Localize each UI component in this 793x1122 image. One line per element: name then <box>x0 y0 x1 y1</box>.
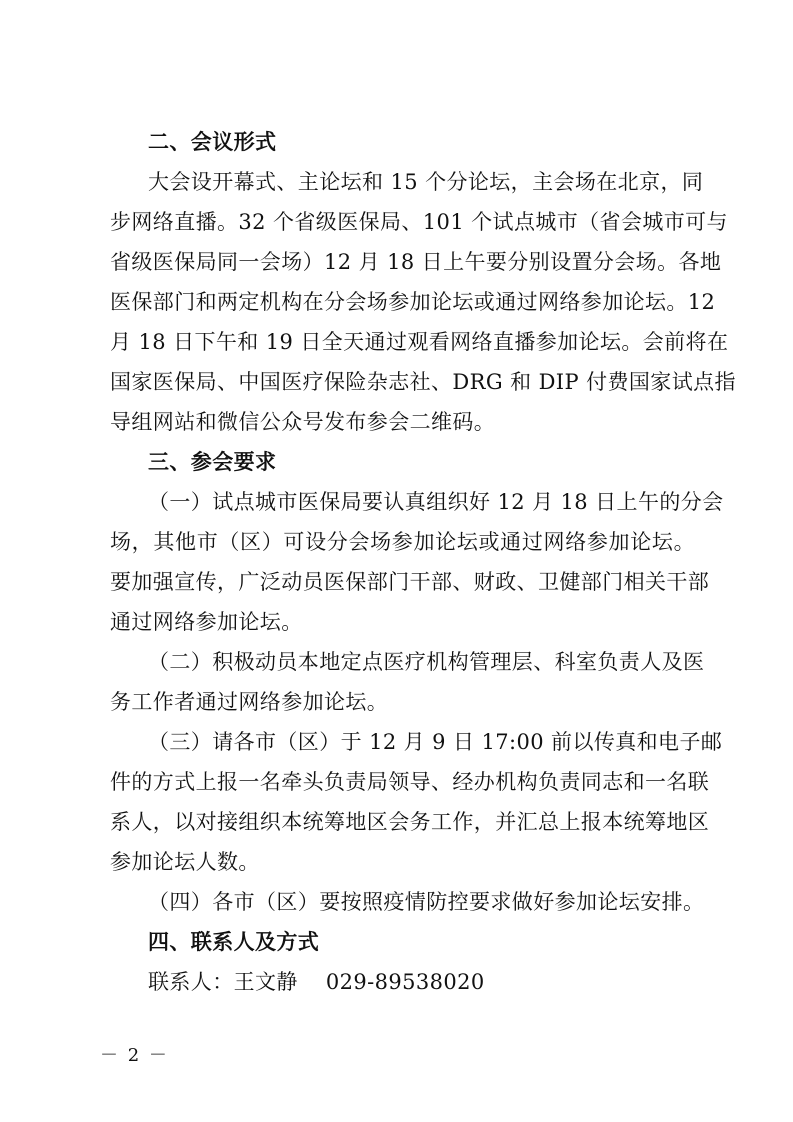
paragraph-line: 参加论坛人数。 <box>110 850 260 874</box>
paragraph-line: 场，其他市（区）可设分会场参加论坛或通过网络参加论坛。 <box>110 530 695 554</box>
paragraph-line: 步网络直播。32 个省级医保局、101 个试点城市（省会城市可与 <box>110 210 728 234</box>
section-heading-requirements: 三、参会要求 <box>148 450 277 474</box>
paragraph-line: （四）各市（区）要按照疫情防控要求做好参加论坛安排。 <box>148 890 705 914</box>
paragraph-line: 要加强宣传，广泛动员医保部门干部、财政、卫健部门相关干部 <box>110 570 710 594</box>
paragraph-line: 医保部门和两定机构在分会场参加论坛或通过网络参加论坛。12 <box>110 290 716 314</box>
section-heading-contact: 四、联系人及方式 <box>148 930 320 954</box>
paragraph-line: 月 18 日下午和 19 日全天通过观看网络直播参加论坛。会前将在 <box>110 330 729 354</box>
page-number: － 2 － <box>100 1045 169 1066</box>
paragraph-line: 通过网络参加论坛。 <box>110 610 303 634</box>
paragraph-line: 件的方式上报一名牵头负责局领导、经办机构负责同志和一名联 <box>110 770 710 794</box>
paragraph-line: 务工作者通过网络参加论坛。 <box>110 690 389 714</box>
paragraph-line: 导组网站和微信公众号发布参会二维码。 <box>110 410 496 434</box>
paragraph-line: （一）试点城市医保局要认真组织好 12 月 18 日上午的分会 <box>148 490 724 514</box>
contact-line <box>148 968 695 996</box>
paragraph-line: 大会设开幕式、主论坛和 15 个分论坛，主会场在北京，同 <box>148 170 704 194</box>
paragraph-line: 省级医保局同一会场）12 月 18 日上午要分别设置分会场。各地 <box>110 250 722 274</box>
contact-phone: 029-89538020 <box>325 970 485 994</box>
paragraph-line: 系人，以对接组织本统筹地区会务工作，并汇总上报本统筹地区 <box>110 810 710 834</box>
contact-person: 联系人：王文静 <box>148 970 298 994</box>
paragraph-line: （三）请各市（区）于 12 月 9 日 17:00 前以传真和电子邮 <box>148 730 723 754</box>
section-heading-meeting-format: 二、会议形式 <box>148 130 277 154</box>
paragraph-line: （二）积极动员本地定点医疗机构管理层、科室负责人及医 <box>148 650 705 674</box>
paragraph-line: 国家医保局、中国医疗保险杂志社、DRG 和 DIP 付费国家试点指 <box>110 370 736 394</box>
